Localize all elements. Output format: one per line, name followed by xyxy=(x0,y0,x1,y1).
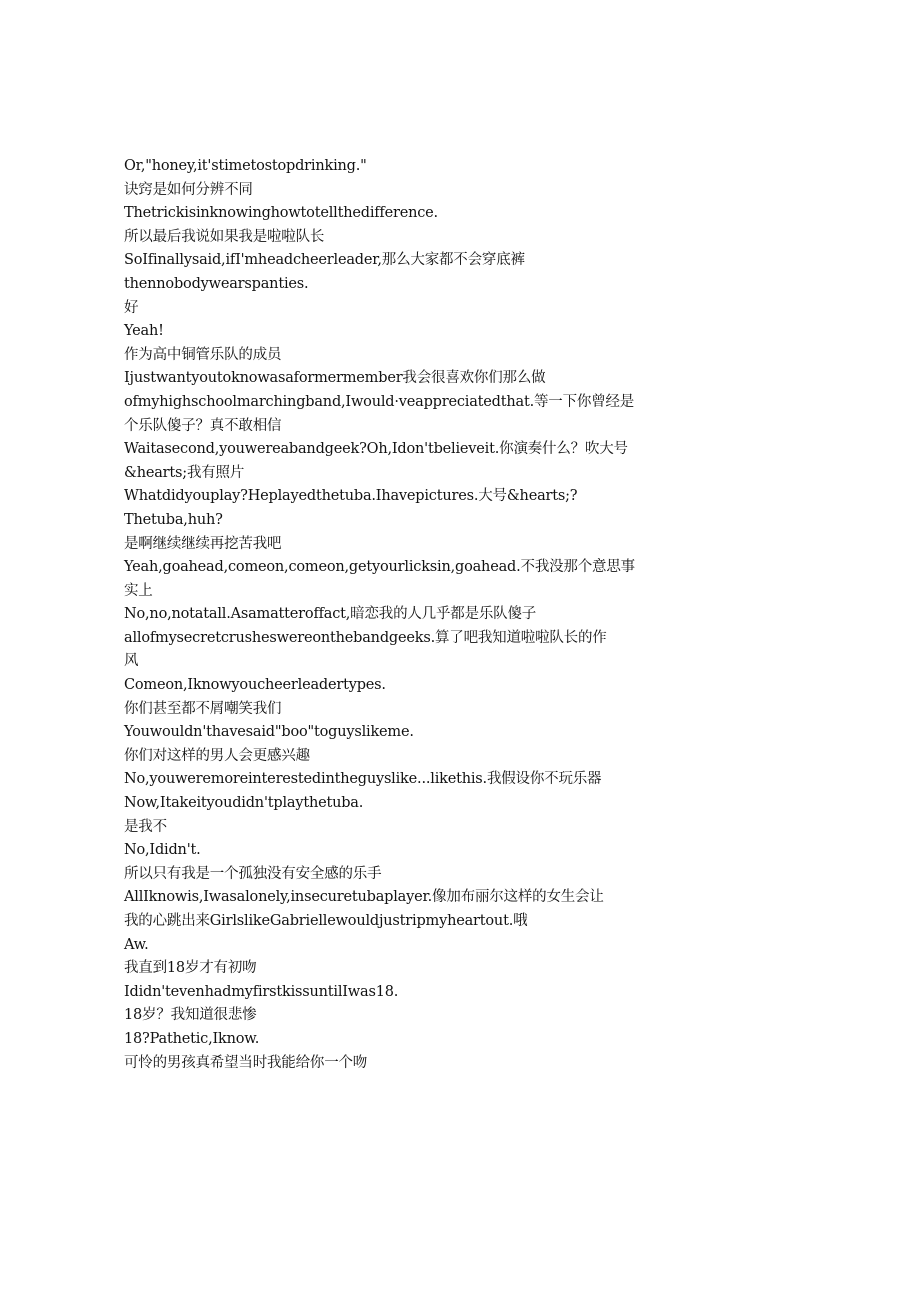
text-line: Thetuba,huh? xyxy=(124,511,223,528)
text-line: 你们对这样的男人会更感兴趣 xyxy=(124,747,310,764)
text-line: 好 xyxy=(124,299,139,316)
text-line: 诀窍是如何分辨不同 xyxy=(124,181,253,198)
text-line: 个乐队傻子？真不敢相信 xyxy=(124,417,282,434)
text-line: No,no,notatall.Asamatteroffact,暗恋我的人几乎都是乐队傻子 xyxy=(124,606,537,623)
text-line: thennobodywearspanties. xyxy=(124,275,309,292)
text-line: No,youweremoreinterestedintheguyslike...likethis.我假设你不玩乐器 xyxy=(124,771,602,788)
text-line: No,Ididn't. xyxy=(124,842,201,859)
text-line: Thetrickisinknowinghowtotellthedifference. xyxy=(124,205,438,222)
text-line: &hearts;我有照片 xyxy=(124,464,245,481)
text-line: Yeah! xyxy=(124,323,164,340)
text-line: 我直到18岁才有初吻 xyxy=(124,960,257,977)
text-line: Comeon,Iknowyoucheerleadertypes. xyxy=(124,677,386,694)
text-line: Now,Itakeityoudidn'tplaythetuba. xyxy=(124,795,364,812)
text-line: 风 xyxy=(124,653,139,670)
text-line: 是我不 xyxy=(124,818,167,835)
text-line: Ididn'tevenhadmyfirstkissuntilIwas18. xyxy=(124,983,399,1000)
text-line: Ijustwantyoutoknowasaformermember我会很喜欢你们那么做 xyxy=(124,370,546,387)
text-line: Aw. xyxy=(124,936,149,953)
text-line: 是啊继续继续再挖苦我吧 xyxy=(124,535,282,552)
text-line: 18岁？我知道很悲惨 xyxy=(124,1007,257,1024)
text-line: AllIknowis,Iwasalonely,insecuretubaplayer.像加布丽尔这样的女生会让 xyxy=(124,889,604,906)
text-line: Or,"honey,it'stimetostopdrinking." xyxy=(124,158,367,174)
text-line: Whatdidyouplay?Heplayedthetuba.Ihavepictures.大号&hearts;? xyxy=(124,488,578,505)
text-line: ofmyhighschoolmarchingband,Iwould·veappreciatedthat.等一下你曾经是 xyxy=(124,393,635,410)
text-line: 可怜的男孩真希望当时我能给你一个吻 xyxy=(124,1054,368,1071)
text-line: 作为高中铜管乐队的成员 xyxy=(124,346,282,363)
text-line: 我的心跳出来GirlslikeGabriellewouldjustripmyheartout.哦 xyxy=(124,913,528,929)
text-line: 所以只有我是一个孤独没有安全感的乐手 xyxy=(124,865,382,882)
text-line: Youwouldn'thavesaid"boo"toguyslikeme. xyxy=(124,724,414,741)
text-line: 所以最后我说如果我是啦啦队长 xyxy=(124,228,325,245)
text-line: 你们甚至都不屑嘲笑我们 xyxy=(124,700,282,717)
text-line: Waitasecond,youwereabandgeek?Oh,Idon'tbelieveit.你演奏什么？吹大号 xyxy=(124,441,628,458)
text-line: Yeah,goahead,comeon,comeon,getyourlicksin,goahead.不我没那个意思事 xyxy=(124,559,635,576)
text-line: 实上 xyxy=(124,582,153,599)
text-line: 18?Pathetic,Iknow. xyxy=(124,1030,260,1047)
text-line: SoIfinallysaid,ifI'mheadcheerleader,那么大家都不会穿底裤 xyxy=(124,252,525,269)
text-line: allofmysecretcrusheswereonthebandgeeks.算了吧我知道啦啦队长的作 xyxy=(124,629,607,646)
transcript-text xyxy=(124,155,635,1075)
